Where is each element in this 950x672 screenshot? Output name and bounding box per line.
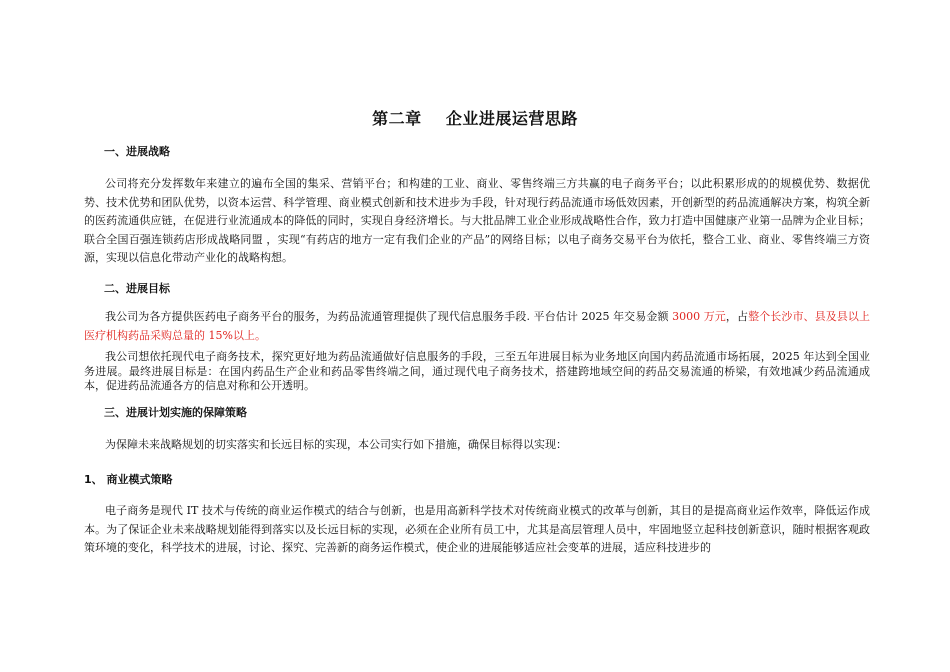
goals-highlight-amount: 3000 万元 [672,310,726,323]
goals-highlight-share: 整个长沙市、县及县以上医疗机构药品采购总量的 15%以上。 [84,310,870,342]
subheading-business-model: 1、 商业模式策略 [84,473,173,486]
chapter-title: 第二章 企业进展运营思路 [372,109,578,128]
section-heading-goals: 二、进展目标 [104,282,170,295]
guarantee-intro: 为保障未来战略规划的切实落实和长远目标的实现，本公司实行如下措施，确保目标得以实现： [105,438,567,451]
goals-text-2: ，占 [725,310,749,323]
goals-paragraph-1 [84,308,870,345]
business-model-paragraph: 电子商务是现代 IT 技术与传统的商业运作模式的结合与创新，也是用高新科学技术对传统商业模式的改革与创新，其目的是提高商业运作效率，降低运作成本。为了保证企业未来战略规划能得到落实以及长远目标的实现，必须在企业所有员工中，尤其是高层管理人员中，牢固地竖立起科技创新意识，随时根据客观政策环境的变化，科学技术的进展，讨论、探究、完善新的商务运作模式，使企业的进展能够适应社会变革的进展，适应科技进步的 [84,504,870,554]
strategy-paragraph: 公司将充分发挥数年来建立的遍布全国的集采、营销平台；和构建的工业、商业、零售终端三方共赢的电子商务平台；以此积累形成的的规模优势、数据优势、技术优势和团队优势，以资本运营、科学管理、商业模式创新和技术进步为手段，针对现行药品流通市场低效因素，开创新型的药品流通解决方案，构筑全新的医药流通供应链，在促进行业流通成本的降低的同时，实现自身经济增长。与大批品牌工业企业形成战略性合作，致力打造中国健康产业第一品牌为企业目标；联合全国百强连锁药店形成战略同盟 ，实现“有药店的地方一定有我们企业的产品”的网络目标；以电子商务交易平台为依托，整合工业、商业、零售终端三方资源，实现以信息化带动产业化的战略构想。 [84,177,870,264]
section-heading-guarantee: 三、进展计划实施的保障策略 [104,406,247,419]
section-heading-strategy: 一、进展战略 [104,145,170,158]
goals-paragraph-2: 我公司想依托现代电子商务技术，探究更好地为药品流通做好信息服务的手段，三至五年进展目标为业务地区向国内药品流通市场拓展，2025 年达到全国业务进展。最终进展目标是：在国内药品生产企业和药品零售终端之间，通过现代电子商务技术，搭建跨地域空间的药品交易流通的桥梁，有效地减少药品流通成本，促进药品流通各方的信息对称和公开透明。 [84,350,870,392]
goals-text-1: 我公司为各方提供医药电子商务平台的服务，为药品流通管理提供了现代信息服务手段. 平台估计 2025 年交易金额 [105,310,673,323]
